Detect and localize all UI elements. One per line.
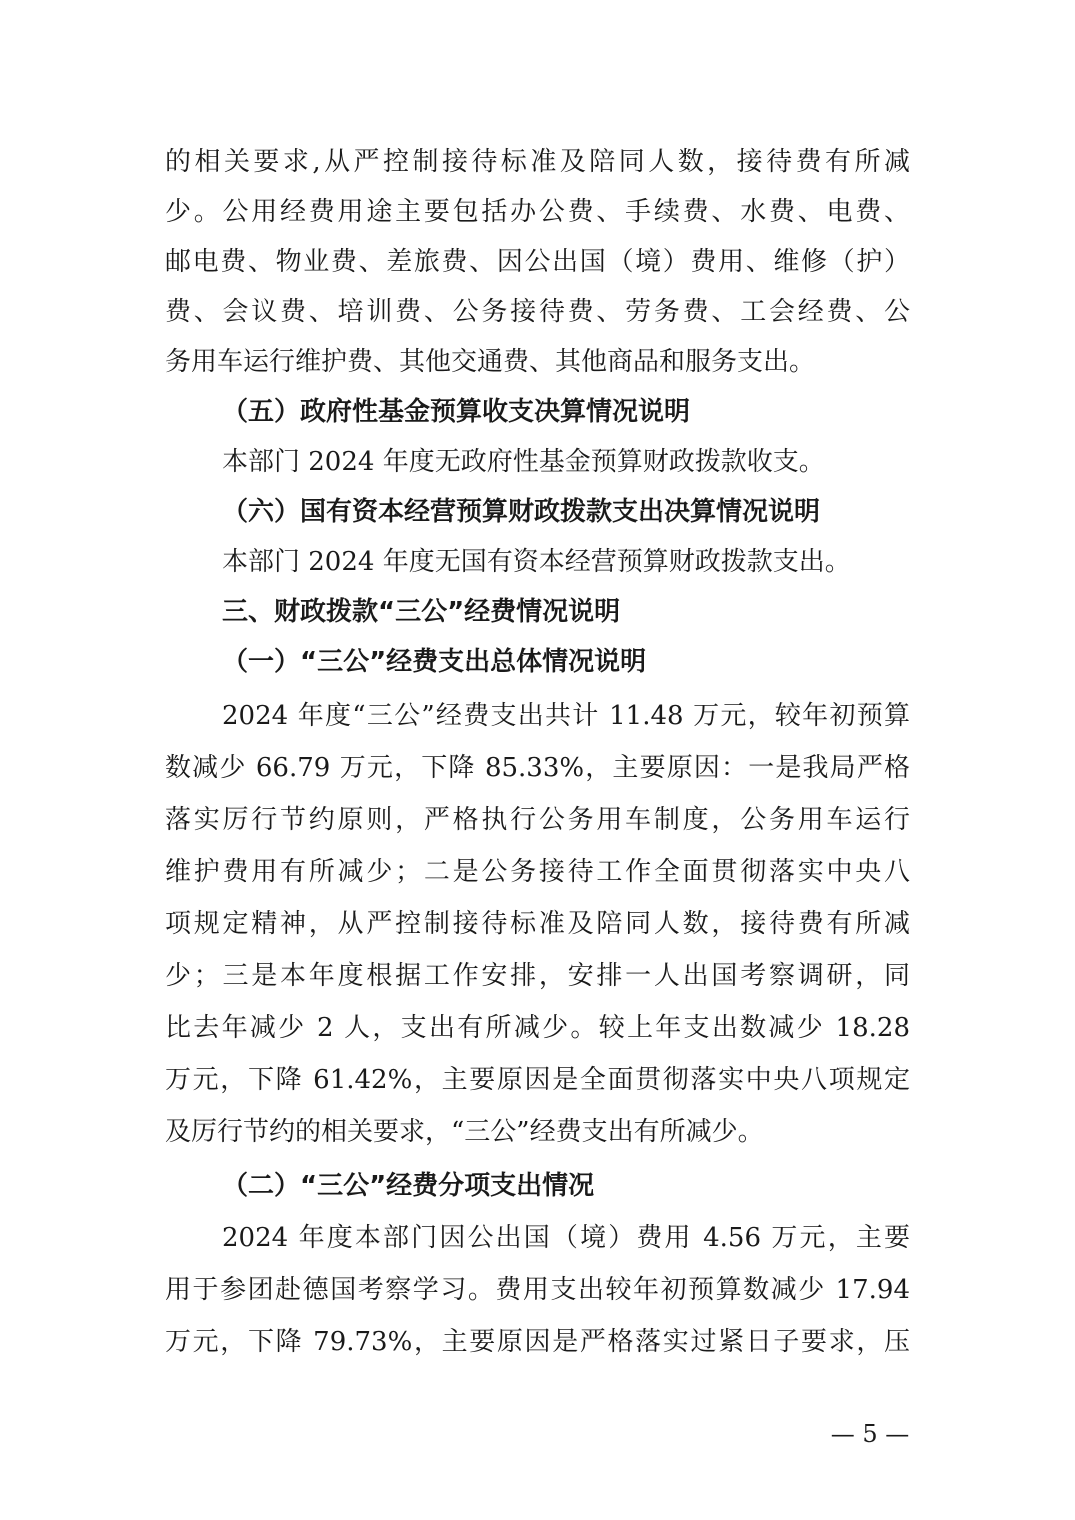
paragraph-line: 邮电费、物业费、差旅费、因公出国（境）费用、维修（护） (165, 247, 910, 277)
paragraph-line: 2024 年度本部门因公出国（境）费用 4.56 万元，主要 (222, 1223, 910, 1253)
page-number: — 5 — (830, 1420, 910, 1448)
paragraph-line: 用于参团赴德国考察学习。费用支出较年初预算数减少 17.94 (165, 1275, 910, 1305)
section-heading: （一）“三公”经费支出总体情况说明 (222, 647, 647, 677)
paragraph-line: 本部门 2024 年度无政府性基金预算财政拨款收支。 (222, 447, 825, 477)
paragraph-line: 务用车运行维护费、其他交通费、其他商品和服务支出。 (165, 347, 816, 377)
paragraph-line: 比去年减少 2 人，支出有所减少。较上年支出数减少 18.28 (165, 1013, 910, 1043)
paragraph-line: 落实厉行节约原则，严格执行公务用车制度，公务用车运行 (165, 805, 910, 835)
paragraph-line: 万元，下降 79.73%，主要原因是严格落实过紧日子要求，压 (165, 1327, 910, 1357)
section-heading: （五）政府性基金预算收支决算情况说明 (222, 397, 691, 427)
paragraph-line: 费、会议费、培训费、公务接待费、劳务费、工会经费、公 (165, 297, 910, 327)
paragraph-line: 少。公用经费用途主要包括办公费、手续费、水费、电费、 (165, 197, 910, 227)
section-heading: 三、财政拨款“三公”经费情况说明 (222, 597, 621, 627)
paragraph-line: 少；三是本年度根据工作安排，安排一人出国考察调研，同 (165, 961, 910, 991)
paragraph-line: 本部门 2024 年度无国有资本经营预算财政拨款支出。 (222, 547, 851, 577)
paragraph-line: 2024 年度“三公”经费支出共计 11.48 万元，较年初预算 (222, 701, 910, 731)
paragraph-line: 的相关要求,从严控制接待标准及陪同人数，接待费有所减 (165, 147, 910, 177)
paragraph-line: 维护费用有所减少；二是公务接待工作全面贯彻落实中央八 (165, 857, 910, 887)
section-heading: （六）国有资本经营预算财政拨款支出决算情况说明 (222, 497, 821, 527)
section-heading: （二）“三公”经费分项支出情况 (222, 1171, 595, 1201)
paragraph-line: 数减少 66.79 万元，下降 85.33%，主要原因：一是我局严格 (165, 753, 910, 783)
paragraph-line: 万元，下降 61.42%，主要原因是全面贯彻落实中央八项规定 (165, 1065, 910, 1095)
paragraph-line: 及厉行节约的相关要求，“三公”经费支出有所减少。 (165, 1117, 764, 1147)
paragraph-line: 项规定精神，从严控制接待标准及陪同人数，接待费有所减 (165, 909, 910, 939)
